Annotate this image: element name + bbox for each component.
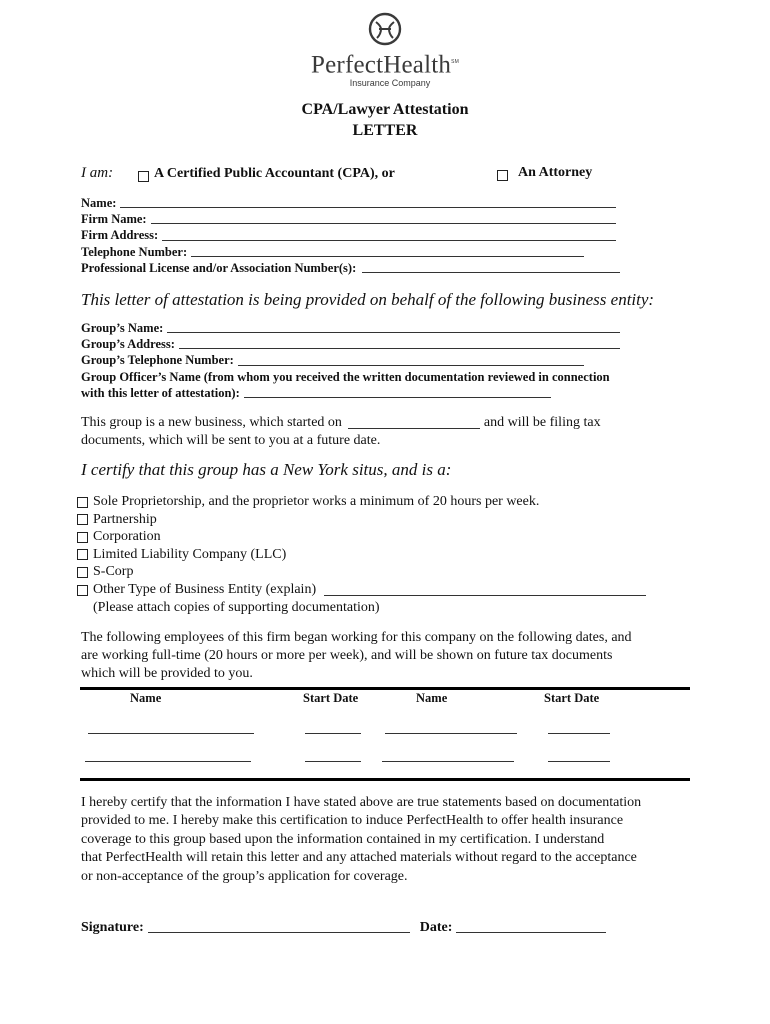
- attorney-option-label: An Attorney: [518, 165, 593, 180]
- column-header-start-date-2: Start Date: [544, 691, 600, 705]
- brand-tagline: Insurance Company: [349, 78, 431, 89]
- brand-name: PerfectHealth℠: [311, 51, 459, 79]
- attach-note: (Please attach copies of supporting documentation): [93, 599, 380, 615]
- employee-start-date-field[interactable]: [548, 733, 610, 734]
- license-number-field[interactable]: Professional License and/or Association Number(s):: [81, 260, 620, 276]
- title-line-2: LETTER: [352, 122, 418, 139]
- name-field[interactable]: Name:: [81, 195, 616, 211]
- column-header-start-date: Start Date: [303, 691, 359, 705]
- employees-intro: The following employees of this firm began working for this company on the following dates, and are working full-time (20 hours or more per week), and will be shown on future tax documents which will be provided to you.: [81, 630, 632, 681]
- attorney-option: [497, 165, 592, 181]
- attorney-info-fields: [81, 195, 616, 276]
- attorney-checkbox[interactable]: [497, 170, 508, 181]
- column-header-name: Name: [130, 691, 162, 705]
- date-label: Date:: [419, 920, 453, 935]
- role-selection: [81, 165, 395, 182]
- employee-name-field[interactable]: [382, 761, 514, 762]
- date-field[interactable]: [456, 932, 606, 933]
- entity-option-llc[interactable]: Limited Liability Company (LLC): [77, 546, 646, 564]
- entity-option-s-corp[interactable]: S-Corp: [77, 563, 646, 581]
- employee-name-field[interactable]: [88, 733, 254, 734]
- entity-option-corporation[interactable]: Corporation: [77, 528, 646, 546]
- employee-start-date-field[interactable]: [305, 761, 361, 762]
- table-top-rule: [80, 687, 690, 690]
- employee-start-date-field[interactable]: [548, 761, 610, 762]
- entity-type-list: [77, 493, 646, 616]
- logo-emblem-icon: [368, 12, 402, 46]
- officer-label: Group Officer’s Name (from whom you received the written documentation reviewed in connection: [81, 369, 610, 384]
- signature-row: [81, 920, 606, 936]
- certification-paragraph: I hereby certify that the information I have stated above are true statements based on documentation provided to me. I hereby make this certification to induce PerfectHealth to offer health insurance coverage to this group based upon the information contained in my certification. I understand that PerfectHealth will retain this letter and any attached materials without regard to the acceptance or non-acceptance of the group’s application for coverage.: [81, 795, 642, 884]
- column-header-name-2: Name: [416, 691, 448, 705]
- employee-name-field[interactable]: [85, 761, 251, 762]
- situs-heading: I certify that this group has a New York situs, and is a:: [81, 460, 452, 479]
- group-name-field[interactable]: Group’s Name:: [81, 320, 620, 336]
- cpa-option-label: A Certified Public Accountant (CPA), or: [154, 166, 395, 181]
- signature-label: Signature:: [81, 920, 144, 935]
- employee-name-field[interactable]: [385, 733, 517, 734]
- iam-label: I am:: [81, 165, 114, 181]
- entity-option-partnership[interactable]: Partnership: [77, 511, 646, 529]
- new-business-paragraph: This group is a new business, which started on and will be filing tax documents, which will be sent to you at a future date.: [81, 415, 601, 448]
- entity-heading: This letter of attestation is being provided on behalf of the following business entity:: [81, 290, 655, 309]
- firm-address-field[interactable]: Firm Address:: [81, 227, 616, 243]
- company-logo: [270, 12, 500, 88]
- document-title: [0, 99, 770, 141]
- cpa-checkbox[interactable]: [138, 171, 149, 182]
- signature-field[interactable]: [148, 932, 410, 933]
- group-telephone-field[interactable]: Group’s Telephone Number:: [81, 352, 584, 368]
- firm-name-field[interactable]: Firm Name:: [81, 211, 616, 227]
- table-bottom-rule: [80, 778, 690, 781]
- entity-option-sole-proprietorship[interactable]: Sole Proprietorship, and the proprietor works a minimum of 20 hours per week.: [77, 493, 646, 511]
- entity-option-other[interactable]: Other Type of Business Entity (explain): [77, 581, 646, 599]
- start-date-field[interactable]: [348, 428, 480, 429]
- other-explain-field[interactable]: [324, 595, 646, 596]
- officer-name-field[interactable]: with this letter of attestation):: [81, 385, 551, 401]
- employee-start-date-field[interactable]: [305, 733, 361, 734]
- title-line-1: CPA/Lawyer Attestation: [301, 101, 469, 118]
- group-info-fields: [81, 320, 620, 401]
- group-address-field[interactable]: Group’s Address:: [81, 336, 620, 352]
- telephone-field[interactable]: Telephone Number:: [81, 244, 584, 260]
